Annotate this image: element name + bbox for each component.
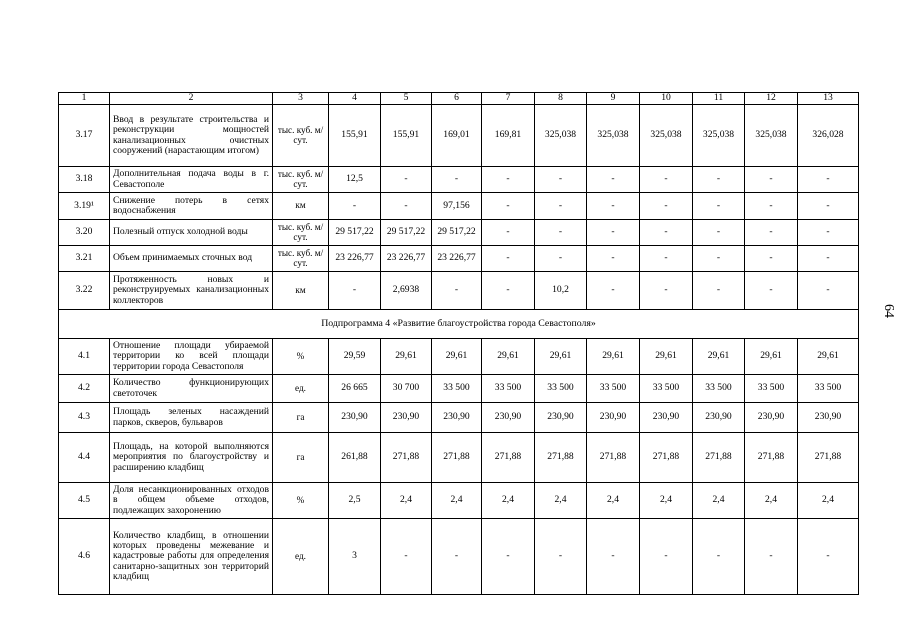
header-cell: 13 <box>798 93 859 105</box>
value-cell: - <box>745 193 798 220</box>
row-number: 4.4 <box>59 433 110 483</box>
value-cell: - <box>798 220 859 246</box>
unit: % <box>273 483 329 519</box>
value-cell: - <box>329 193 381 220</box>
value-cell: 33 500 <box>798 375 859 403</box>
unit: км <box>273 193 329 220</box>
row-number: 4.6 <box>59 519 110 595</box>
value-cell: 230,90 <box>482 403 535 433</box>
value-cell: - <box>693 519 745 595</box>
unit: тыс. куб. м/сут. <box>273 167 329 193</box>
value-cell: 2,4 <box>640 483 693 519</box>
value-cell: - <box>640 193 693 220</box>
value-cell: - <box>535 519 587 595</box>
value-cell: - <box>587 272 640 310</box>
value-cell: 33 500 <box>587 375 640 403</box>
value-cell: - <box>482 193 535 220</box>
header-cell: 10 <box>640 93 693 105</box>
indicator-name: Протяженность новых и реконструируемых канализационных коллекторов <box>110 272 273 310</box>
indicator-name: Дополнительная подача воды в г. Севастополе <box>110 167 273 193</box>
value-cell: 271,88 <box>640 433 693 483</box>
value-cell: 271,88 <box>693 433 745 483</box>
value-cell: 33 500 <box>640 375 693 403</box>
unit: % <box>273 339 329 375</box>
value-cell: - <box>693 220 745 246</box>
value-cell: - <box>798 519 859 595</box>
row-number: 3.20 <box>59 220 110 246</box>
value-cell: 230,90 <box>640 403 693 433</box>
value-cell: - <box>693 272 745 310</box>
header-cell: 5 <box>381 93 432 105</box>
row-number: 3.22 <box>59 272 110 310</box>
table-row <box>59 483 859 519</box>
table-row <box>59 167 859 193</box>
header-row <box>59 93 859 105</box>
value-cell: - <box>482 272 535 310</box>
unit: тыс. куб. м/сут. <box>273 105 329 167</box>
row-number: 3.19¹ <box>59 193 110 220</box>
value-cell: 230,90 <box>432 403 482 433</box>
value-cell: 3 <box>329 519 381 595</box>
value-cell: 33 500 <box>693 375 745 403</box>
header-cell: 9 <box>587 93 640 105</box>
value-cell: 169,01 <box>432 105 482 167</box>
value-cell: 29,61 <box>745 339 798 375</box>
value-cell: 2,5 <box>329 483 381 519</box>
row-number: 4.1 <box>59 339 110 375</box>
indicator-name: Снижение потерь в сетях водоснабжения <box>110 193 273 220</box>
indicator-name: Ввод в результате строительства и реконструкции мощностей канализационных очистных сооружений (нарастающим итогом) <box>110 105 273 167</box>
value-cell: - <box>587 246 640 272</box>
value-cell: - <box>381 193 432 220</box>
value-cell: 29,61 <box>587 339 640 375</box>
value-cell: - <box>587 167 640 193</box>
value-cell: 271,88 <box>482 433 535 483</box>
value-cell: - <box>381 519 432 595</box>
table-row <box>59 403 859 433</box>
table-row <box>59 375 859 403</box>
value-cell: - <box>745 220 798 246</box>
value-cell: 325,038 <box>535 105 587 167</box>
indicator-name: Объем принимаемых сточных вод <box>110 246 273 272</box>
value-cell: 33 500 <box>482 375 535 403</box>
value-cell: 230,90 <box>745 403 798 433</box>
row-number: 3.18 <box>59 167 110 193</box>
value-cell: - <box>432 519 482 595</box>
value-cell: 29,61 <box>640 339 693 375</box>
value-cell: 29,61 <box>432 339 482 375</box>
value-cell: - <box>640 220 693 246</box>
row-number: 3.21 <box>59 246 110 272</box>
value-cell: 23 226,77 <box>381 246 432 272</box>
unit: ед. <box>273 519 329 595</box>
indicator-name: Отношение площади убираемой территории ко всей площади территории города Севастополя <box>110 339 273 375</box>
value-cell: 230,90 <box>329 403 381 433</box>
indicator-name: Количество функционирующих светоточек <box>110 375 273 403</box>
value-cell: - <box>482 519 535 595</box>
value-cell: 29 517,22 <box>329 220 381 246</box>
row-number: 3.17 <box>59 105 110 167</box>
table-row <box>59 272 859 310</box>
value-cell: 2,4 <box>798 483 859 519</box>
value-cell: - <box>745 167 798 193</box>
value-cell: 271,88 <box>535 433 587 483</box>
header-cell: 7 <box>482 93 535 105</box>
value-cell: - <box>640 272 693 310</box>
value-cell: 29 517,22 <box>381 220 432 246</box>
table-row <box>59 220 859 246</box>
value-cell: 230,90 <box>535 403 587 433</box>
value-cell: 230,90 <box>381 403 432 433</box>
value-cell: 97,156 <box>432 193 482 220</box>
value-cell: - <box>381 167 432 193</box>
value-cell: - <box>535 220 587 246</box>
unit: га <box>273 403 329 433</box>
value-cell: 2,4 <box>381 483 432 519</box>
value-cell: 155,91 <box>329 105 381 167</box>
value-cell: 29,59 <box>329 339 381 375</box>
value-cell: - <box>535 246 587 272</box>
value-cell: 29,61 <box>482 339 535 375</box>
row-number: 4.5 <box>59 483 110 519</box>
row-number: 4.3 <box>59 403 110 433</box>
value-cell: 271,88 <box>381 433 432 483</box>
table-row <box>59 519 859 595</box>
table-row <box>59 339 859 375</box>
unit: км <box>273 272 329 310</box>
value-cell: 10,2 <box>535 272 587 310</box>
value-cell: - <box>798 193 859 220</box>
value-cell: 271,88 <box>745 433 798 483</box>
value-cell: 325,038 <box>693 105 745 167</box>
value-cell: 230,90 <box>693 403 745 433</box>
table-body <box>59 93 859 595</box>
value-cell: 23 226,77 <box>432 246 482 272</box>
value-cell: - <box>482 220 535 246</box>
value-cell: - <box>482 246 535 272</box>
value-cell: - <box>587 193 640 220</box>
value-cell: - <box>640 167 693 193</box>
section-row <box>59 310 859 339</box>
header-cell: 11 <box>693 93 745 105</box>
value-cell: - <box>798 167 859 193</box>
value-cell: - <box>432 167 482 193</box>
value-cell: - <box>535 193 587 220</box>
unit: га <box>273 433 329 483</box>
value-cell: 271,88 <box>798 433 859 483</box>
indicator-name: Количество кладбищ, в отношении которых проведены межевание и кадастровые работы для определения санитарно-защитных зон территорий кладбищ <box>110 519 273 595</box>
value-cell: 271,88 <box>587 433 640 483</box>
value-cell: 33 500 <box>535 375 587 403</box>
header-cell: 4 <box>329 93 381 105</box>
value-cell: 2,6938 <box>381 272 432 310</box>
page-number: 64 <box>881 304 896 318</box>
value-cell: 261,88 <box>329 433 381 483</box>
value-cell: 29,61 <box>798 339 859 375</box>
value-cell: 2,4 <box>587 483 640 519</box>
value-cell: - <box>329 272 381 310</box>
unit: тыс. куб. м/сут. <box>273 246 329 272</box>
value-cell: 29,61 <box>381 339 432 375</box>
value-cell: - <box>693 193 745 220</box>
header-cell: 12 <box>745 93 798 105</box>
value-cell: 325,038 <box>587 105 640 167</box>
indicator-name: Площадь, на которой выполняются мероприятия по благоустройству и расширению кладбищ <box>110 433 273 483</box>
value-cell: 2,4 <box>432 483 482 519</box>
value-cell: - <box>693 167 745 193</box>
unit: тыс. куб. м/сут. <box>273 220 329 246</box>
header-cell: 6 <box>432 93 482 105</box>
indicator-table <box>58 92 859 595</box>
indicator-name: Полезный отпуск холодной воды <box>110 220 273 246</box>
unit: ед. <box>273 375 329 403</box>
table-row <box>59 105 859 167</box>
row-number: 4.2 <box>59 375 110 403</box>
header-cell: 8 <box>535 93 587 105</box>
value-cell: - <box>640 519 693 595</box>
table-row <box>59 193 859 220</box>
value-cell: - <box>798 272 859 310</box>
header-cell: 2 <box>110 93 273 105</box>
value-cell: 12,5 <box>329 167 381 193</box>
value-cell: - <box>745 272 798 310</box>
table-row <box>59 246 859 272</box>
value-cell: 2,4 <box>745 483 798 519</box>
value-cell: - <box>798 246 859 272</box>
value-cell: 29 517,22 <box>432 220 482 246</box>
value-cell: - <box>587 220 640 246</box>
value-cell: - <box>535 167 587 193</box>
value-cell: - <box>432 272 482 310</box>
value-cell: 26 665 <box>329 375 381 403</box>
value-cell: 271,88 <box>432 433 482 483</box>
value-cell: 33 500 <box>745 375 798 403</box>
value-cell: - <box>640 246 693 272</box>
value-cell: 230,90 <box>587 403 640 433</box>
indicator-name: Площадь зеленых насаждений парков, скверов, бульваров <box>110 403 273 433</box>
value-cell: 33 500 <box>432 375 482 403</box>
section-title: Подпрограмма 4 «Развитие благоустройства города Севастополя» <box>59 310 859 339</box>
value-cell: 30 700 <box>381 375 432 403</box>
value-cell: 325,038 <box>640 105 693 167</box>
header-cell: 3 <box>273 93 329 105</box>
value-cell: 29,61 <box>535 339 587 375</box>
value-cell: 325,038 <box>745 105 798 167</box>
value-cell: 2,4 <box>535 483 587 519</box>
value-cell: - <box>587 519 640 595</box>
value-cell: - <box>745 246 798 272</box>
value-cell: 326,028 <box>798 105 859 167</box>
value-cell: 2,4 <box>693 483 745 519</box>
value-cell: 23 226,77 <box>329 246 381 272</box>
table-row <box>59 433 859 483</box>
value-cell: - <box>745 519 798 595</box>
value-cell: - <box>693 246 745 272</box>
value-cell: 29,61 <box>693 339 745 375</box>
indicator-name: Доля несанкционированных отходов в общем объеме отходов, подлежащих захоронению <box>110 483 273 519</box>
value-cell: 230,90 <box>798 403 859 433</box>
header-cell: 1 <box>59 93 110 105</box>
value-cell: 169,81 <box>482 105 535 167</box>
value-cell: 2,4 <box>482 483 535 519</box>
value-cell: 155,91 <box>381 105 432 167</box>
value-cell: - <box>482 167 535 193</box>
